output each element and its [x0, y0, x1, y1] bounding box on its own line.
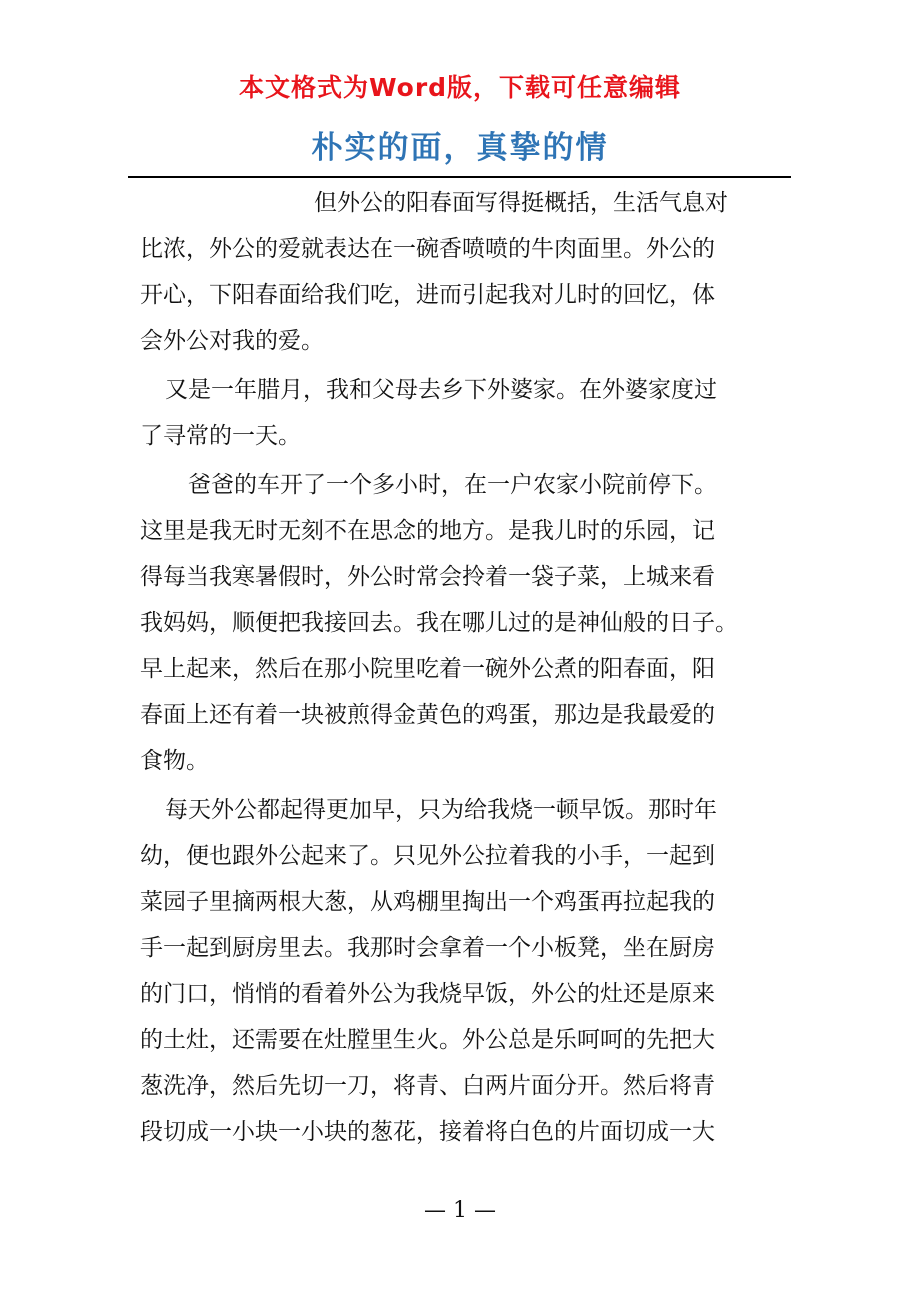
text-line: 会外公对我的爱。: [140, 328, 324, 354]
text-line: 比浓，外公的爱就表达在一碗香喷喷的牛肉面里。外公的: [140, 236, 715, 262]
document-body: [140, 180, 762, 1155]
text-line: 得每当我寒暑假时，外公时常会拎着一袋子菜，上城来看: [140, 564, 715, 590]
paragraph-4: [140, 787, 762, 1155]
text-line: 爸爸的车开了一个多小时，在一户农家小院前停下。: [188, 472, 717, 498]
paragraph-2: [140, 367, 762, 459]
text-line: 段切成一小块一小块的葱花，接着将白色的片面切成一大: [140, 1119, 715, 1145]
text-line: 了寻常的一天。: [140, 423, 301, 449]
download-notice: 本文格式为Word版，下载可任意编辑: [238, 73, 682, 102]
paragraph-3: [140, 462, 762, 784]
text-line: 春面上还有着一块被煎得金黄色的鸡蛋，那边是我最爱的: [140, 702, 715, 728]
text-line: 的土灶，还需要在灶膛里生火。外公总是乐呵呵的先把大: [140, 1027, 715, 1053]
text-line: 幼，便也跟外公起来了。只见外公拉着我的小手，一起到: [140, 843, 715, 869]
text-line: 开心，下阳春面给我们吃，进而引起我对儿时的回忆，体: [140, 282, 715, 308]
text-line: 我妈妈，顺便把我接回去。我在哪儿过的是神仙般的日子。: [140, 610, 738, 636]
text-line: 这里是我无时无刻不在思念的地方。是我儿时的乐园，记: [140, 518, 715, 544]
text-line: 菜园子里摘两根大葱，从鸡棚里掏出一个鸡蛋再拉起我的: [140, 889, 715, 915]
text-line: 食物。: [140, 748, 209, 774]
text-line: 但外公的阳春面写得挺概括，生活气息对: [314, 190, 728, 216]
document-title: 朴实的面，真挚的情: [311, 130, 609, 166]
text-line: 的门口，悄悄的看着外公为我烧早饭，外公的灶还是原来: [140, 981, 715, 1007]
text-line: 手一起到厨房里去。我那时会拿着一个小板凳，坐在厨房: [140, 935, 715, 961]
page-number: — 1 —: [424, 1198, 496, 1223]
paragraph-1: [140, 180, 762, 364]
text-line: 葱洗净，然后先切一刀，将青、白两片面分开。然后将青: [140, 1073, 715, 1099]
header-rule: [128, 176, 791, 178]
text-line: 早上起来，然后在那小院里吃着一碗外公煮的阳春面，阳: [140, 656, 715, 682]
text-line: 又是一年腊月，我和父母去乡下外婆家。在外婆家度过: [165, 377, 717, 403]
text-line: 每天外公都起得更加早，只为给我烧一顿早饭。那时年: [165, 797, 717, 823]
